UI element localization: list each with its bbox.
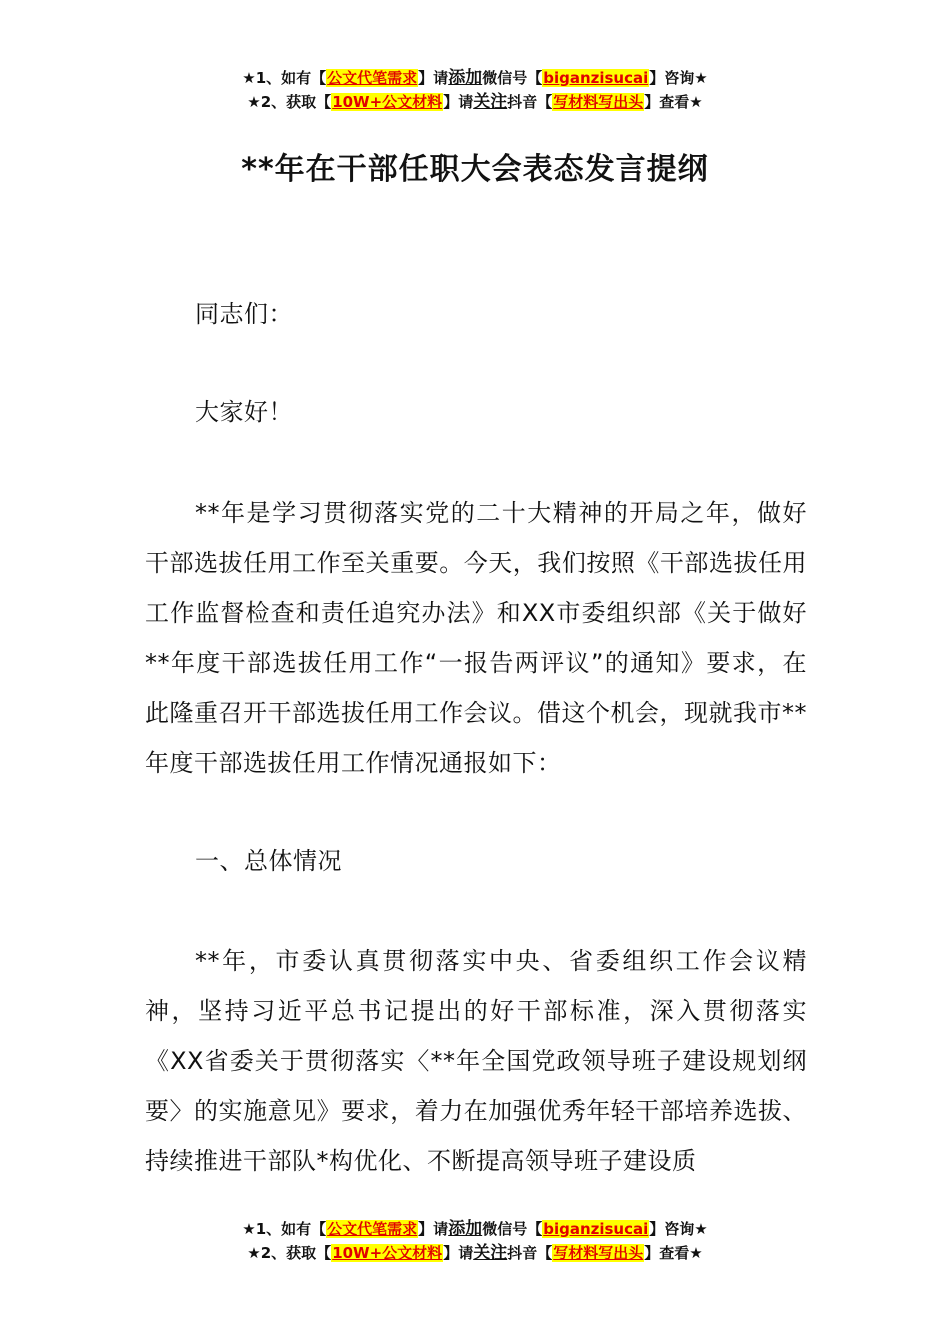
header-banner [0,66,950,114]
banner-highlight-materials: 10W+公文材料 [332,1244,443,1262]
footer-banner-line-1 [0,1217,950,1241]
section-heading-1: 一、总体情况 [195,847,342,875]
banner-text: 抖音【 [507,1244,553,1262]
banner-text: ★1、如有【 [242,69,327,87]
salutation-block [145,289,807,339]
banner-highlight-service: 公文代笔需求 [327,1220,418,1238]
banner-text: 】查看★ [644,1244,703,1262]
banner-text: 】请 [443,1244,474,1262]
banner-emphasis: 关注 [473,1243,508,1263]
footer-banner [0,1217,950,1265]
paragraph-2: **年，市委认真贯彻落实中央、省委组织工作会议精神，坚持习近平总书记提出的好干部标准，深入贯彻落实《XX省委关于贯彻落实〈**年全国党政领导班子建设规划纲要〉的实施意见》要求，着力在加强优秀年轻干部培养选拔、持续推进干部队*构优化、不断提高领导班子建设质 [145,947,807,1175]
banner-highlight-douyin: 写材料写出头 [553,1244,644,1262]
banner-text: 微信号【 [482,69,543,87]
banner-text: ★2、获取【 [247,1244,332,1262]
banner-text: 】咨询★ [649,69,708,87]
banner-emphasis: 添加 [448,1219,483,1239]
banner-text: 】请 [443,93,474,111]
banner-highlight-wechat: biganzisucai [543,1220,649,1238]
banner-text: 】咨询★ [649,1220,708,1238]
banner-text: 抖音【 [507,93,553,111]
banner-highlight-douyin: 写材料写出头 [553,93,644,111]
salutation: 同志们： [195,300,293,328]
paragraph-2-block [145,936,807,1186]
section-heading-block [145,836,807,886]
banner-highlight-wechat: biganzisucai [543,69,649,87]
banner-emphasis: 关注 [473,92,508,112]
paragraph-1-block [145,488,807,788]
banner-text: 】请 [418,69,449,87]
banner-emphasis: 添加 [448,68,483,88]
banner-highlight-service: 公文代笔需求 [327,69,418,87]
greeting: 大家好！ [195,398,293,426]
banner-text: 】查看★ [644,93,703,111]
greeting-block [145,387,807,437]
banner-highlight-materials: 10W+公文材料 [332,93,443,111]
banner-text: ★1、如有【 [242,1220,327,1238]
banner-line-2 [0,90,950,114]
document-title: **年在干部任职大会表态发言提纲 [241,152,709,187]
footer-banner-line-2 [0,1241,950,1265]
paragraph-1: **年是学习贯彻落实党的二十大精神的开局之年，做好干部选拔任用工作至关重要。今天，我们按照《干部选拔任用工作监督检查和责任追究办法》和XX市委组织部《关于做好**年度干部选拔任用工作“一报告两评议”的通知》要求，在此隆重召开干部选拔任用工作会议。借这个机会，现就我市**年度干部选拔任用工作情况通报如下： [145,499,807,777]
banner-text: ★2、获取【 [247,93,332,111]
banner-text: 微信号【 [482,1220,543,1238]
banner-text: 】请 [418,1220,449,1238]
banner-line-1 [0,66,950,90]
